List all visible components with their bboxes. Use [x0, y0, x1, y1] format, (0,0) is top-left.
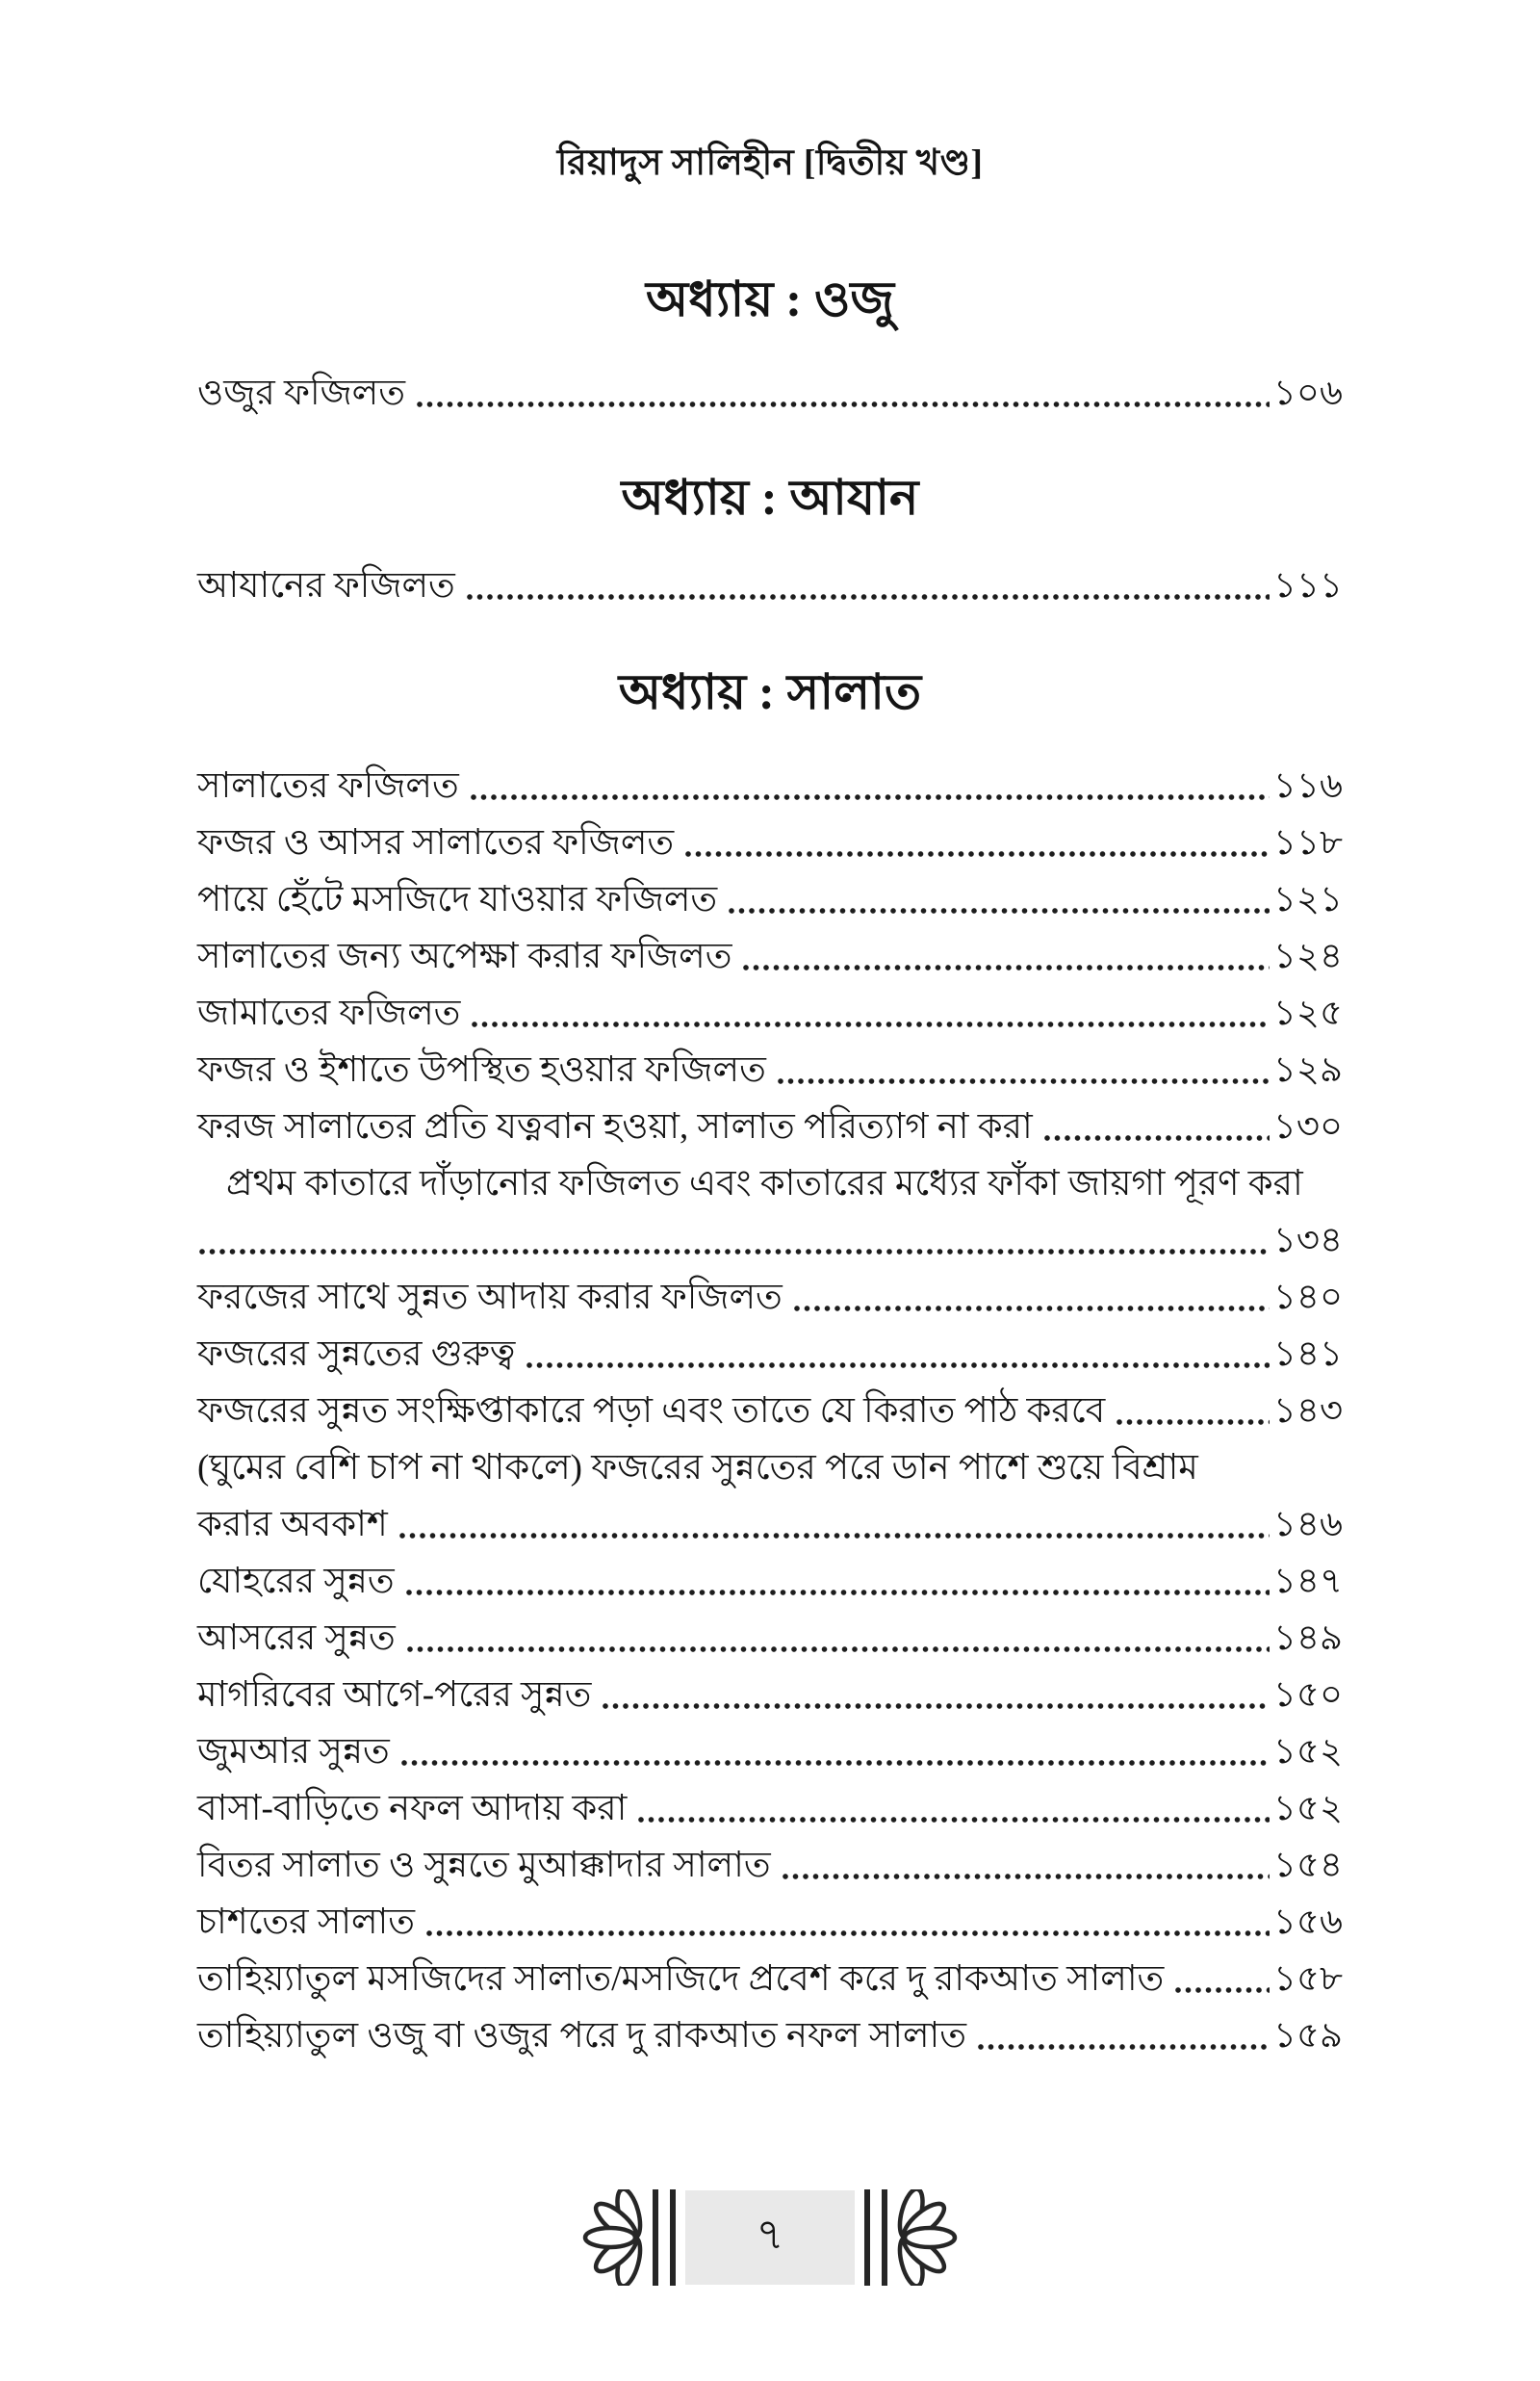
toc-row: [197, 1846, 1343, 1886]
toc-entry-title: ওজুর ফজিলত: [197, 374, 405, 413]
toc-entry-page: ১৫২: [1272, 1789, 1343, 1828]
dotted-leader: [470, 1022, 1270, 1027]
toc-entry-title: তাহিয়্যাতুল মসজিদের সালাত/মসজিদে প্রবেশ করে দু রাকআত সালাত: [197, 1959, 1165, 1999]
toc-row: [197, 880, 1343, 920]
toc-row: [197, 1675, 1343, 1716]
toc-entry-page: ১৪৭: [1272, 1562, 1343, 1601]
toc-entry-title: জুমআর সুন্নত: [197, 1732, 390, 1772]
toc-entry-page: ১৫০: [1272, 1675, 1343, 1715]
toc-row-wrapped-second-line: [197, 1221, 1343, 1261]
toc-section-oju: [0, 374, 1540, 414]
dotted-leader: [399, 1760, 1270, 1766]
footer-page-number: ৭: [756, 2210, 784, 2259]
toc-entry-title: ফজর ও ইশাতে উপস্থিত হওয়ার ফজিলত: [197, 1050, 766, 1090]
toc-entry-page: ১৪৬: [1272, 1505, 1343, 1544]
toc-entry-title: আযানের ফজিলত: [197, 566, 455, 606]
toc-entry-title: মাগরিবের আগে-পরের সুন্নত: [197, 1675, 592, 1715]
toc-entry-title: পায়ে হেঁটে মসজিদে যাওয়ার ফজিলত: [197, 880, 718, 919]
toc-row: [197, 766, 1343, 807]
dotted-leader: [1173, 1987, 1270, 1993]
toc-entry-page: ১৫৬: [1272, 1902, 1343, 1942]
dotted-leader: [727, 908, 1270, 914]
dotted-leader: [976, 2044, 1270, 2050]
toc-entry-title: ফরজ সালাতের প্রতি যত্নবান হওয়া, সালাত পরিত্যাগ না করা: [197, 1107, 1033, 1147]
chapter-heading-salat: অধ্যায় : সালাত: [618, 666, 922, 720]
dotted-leader: [197, 1249, 1270, 1255]
toc-entry-page: ১২৫: [1272, 994, 1343, 1033]
dotted-leader: [601, 1703, 1270, 1709]
toc-entry-title: সালাতের জন্য অপেক্ষা করার ফজিলত: [197, 937, 732, 976]
dotted-leader: [792, 1306, 1270, 1311]
dotted-leader: [415, 401, 1270, 407]
dotted-leader: [781, 1874, 1270, 1879]
dotted-leader: [1115, 1419, 1270, 1425]
toc-row-wrapped-second-line: [197, 1505, 1343, 1545]
toc-entry-page: ১২১: [1272, 880, 1343, 919]
dotted-leader: [404, 1590, 1270, 1595]
dotted-leader: [525, 1362, 1270, 1368]
toc-entry-page: ১৫৯: [1272, 2016, 1343, 2056]
toc-entry-title: সালাতের ফজিলত: [197, 766, 459, 806]
toc-entry-page: ১২৪: [1272, 937, 1343, 976]
toc-entry-page: ১০৬: [1272, 374, 1343, 413]
toc-entry-title: প্রথম কাতারে দাঁড়ানোর ফজিলত এবং কাতারের মধ্যের ফাঁকা জায়গা পূরণ করা: [226, 1164, 1303, 1203]
toc-entry-title: আসরের সুন্নত: [197, 1618, 396, 1658]
flower-ornament-icon: [576, 2189, 643, 2286]
toc-entry-page: ১৫৮: [1272, 1959, 1343, 1999]
dotted-leader: [1042, 1135, 1270, 1141]
toc-entry-page: ১২৯: [1272, 1050, 1343, 1090]
toc-entry-page: ১১৬: [1272, 766, 1343, 806]
toc-entry-title: চাশতের সালাত: [197, 1902, 416, 1942]
toc-entry-title: (ঘুমের বেশি চাপ না থাকলে) ফজরের সুন্নতের পরে ডান পাশে শুয়ে বিশ্রাম: [197, 1448, 1198, 1488]
toc-entry-page: ১৫৪: [1272, 1846, 1343, 1885]
toc-section-salat: [0, 766, 1540, 2057]
dotted-leader: [776, 1078, 1270, 1084]
dotted-leader: [465, 594, 1270, 600]
toc-row: [197, 566, 1343, 607]
toc-row: [197, 2016, 1343, 2057]
toc-entry-title: জামাতের ফজিলত: [197, 994, 461, 1033]
dotted-leader: [398, 1533, 1270, 1539]
toc-entry-title: ফজর ও আসর সালাতের ফজিলত: [197, 823, 675, 863]
dotted-leader: [424, 1930, 1270, 1936]
toc-entry-title: ফজরের সুন্নতের গুরুত্ব: [197, 1334, 516, 1374]
chapter-heading-oju: অধ্যায় : ওজু: [645, 273, 895, 327]
flower-ornament-icon: [897, 2189, 964, 2286]
toc-entry-title: তাহিয়্যাতুল ওজু বা ওজুর পরে দু রাকআত নফল সালাত: [197, 2016, 967, 2056]
dotted-leader: [405, 1646, 1270, 1652]
page-number-box: [685, 2190, 855, 2285]
toc-row: [197, 1959, 1343, 2000]
ornament-bars: [864, 2189, 887, 2286]
toc-entry-title: যোহরের সুন্নত: [197, 1562, 395, 1601]
toc-row: [197, 1789, 1343, 1829]
ornament-bars: [653, 2189, 676, 2286]
toc-row-wrapped-first-line: [197, 1164, 1343, 1204]
dotted-leader: [741, 965, 1269, 971]
dotted-leader: [683, 851, 1270, 857]
toc-row: [197, 1334, 1343, 1375]
chapter-heading-azan: অধ্যায় : আযান: [621, 472, 919, 526]
dotted-leader: [636, 1817, 1270, 1823]
toc-entry-title: ফরজের সাথে সুন্নত আদায় করার ফজিলত: [197, 1278, 783, 1317]
toc-entry-title: ফজরের সুন্নত সংক্ষিপ্তাকারে পড়া এবং তাতে যে কিরাত পাঠ করবে: [197, 1391, 1106, 1431]
toc-row: [197, 1618, 1343, 1659]
toc-entry-page: ১৫২: [1272, 1732, 1343, 1772]
toc-row: [197, 374, 1343, 414]
toc-entry-page: ১১১: [1272, 566, 1343, 606]
toc-row: [197, 1902, 1343, 1943]
toc-row: [197, 1107, 1343, 1148]
footer-ornament: [0, 2189, 1540, 2286]
toc-entry-title: বিতর সালাত ও সুন্নতে মুআক্কাদার সালাত: [197, 1846, 771, 1885]
toc-row: [197, 994, 1343, 1034]
toc-section-azan: [0, 566, 1540, 607]
toc-row: [197, 1050, 1343, 1091]
toc-entry-page: ১৪৯: [1272, 1618, 1343, 1658]
toc-entry-page: ১৪০: [1272, 1278, 1343, 1317]
toc-row: [197, 823, 1343, 864]
toc-entry-page: ১১৮: [1272, 823, 1343, 863]
toc-entry-title: বাসা-বাড়িতে নফল আদায় করা: [197, 1789, 628, 1828]
toc-entry-page: ১৪৩: [1272, 1391, 1343, 1431]
toc-entry-page: ১৪১: [1272, 1334, 1343, 1374]
toc-row: [197, 1732, 1343, 1773]
toc-entry-page: ১৩০: [1272, 1107, 1343, 1147]
toc-entry-title: করার অবকাশ: [197, 1505, 388, 1544]
book-header-title: রিয়াদুস সালিহীন [দ্বিতীয় খণ্ড]: [556, 143, 984, 183]
toc-row: [197, 1562, 1343, 1602]
toc-row: [197, 937, 1343, 977]
toc-row-wrapped-first-line: [197, 1448, 1343, 1488]
toc-row: [197, 1391, 1343, 1432]
dotted-leader: [469, 794, 1270, 800]
toc-entry-page: ১৩৪: [1272, 1221, 1343, 1260]
toc-row: [197, 1278, 1343, 1318]
